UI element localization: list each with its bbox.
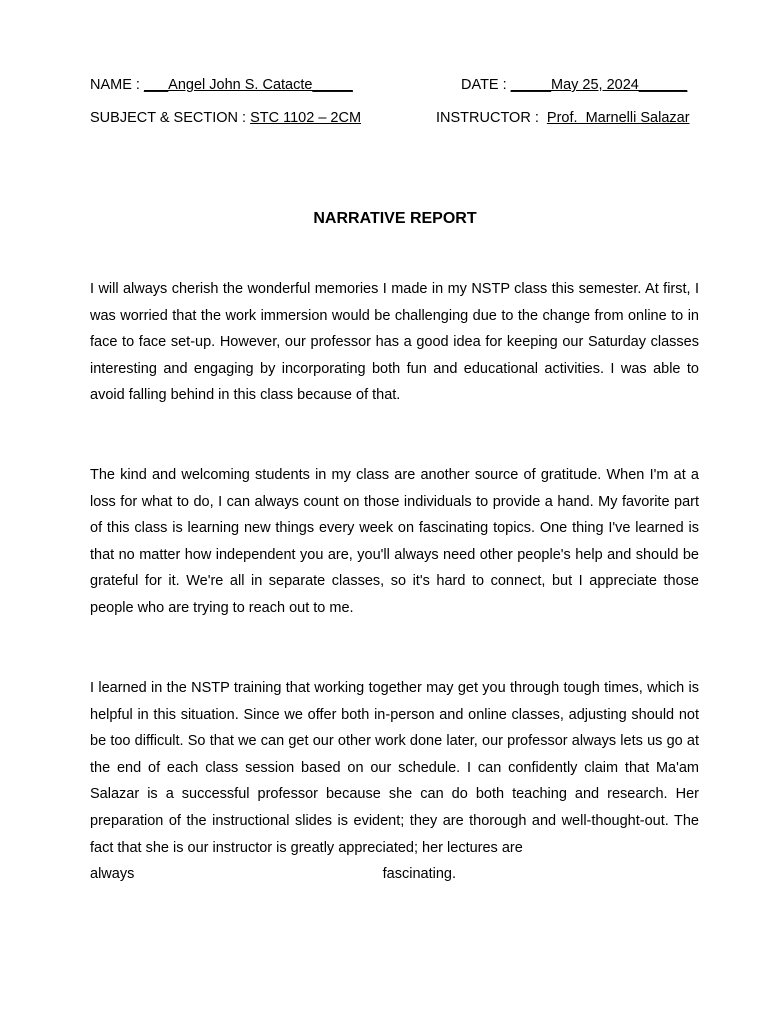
instructor-label: INSTRUCTOR :: [436, 110, 547, 126]
date-field: [461, 76, 687, 94]
name-field: [90, 76, 353, 94]
instructor-field: [436, 109, 690, 127]
name-label: NAME :: [90, 77, 144, 93]
paragraph-2: The kind and welcoming students in my class are another source of gratitude. When I'm at a loss for what to do, I can always count on those individuals to provide a hand. My favorite part of this class is learning new things every week on fascinating topics. One thing I've learned is that no matter how independent you are, you'll always need other people's help and should be grateful for it. We're all in separate classes, so it's hard to connect, but I appreciate those people who are trying to reach out to me.: [90, 467, 699, 616]
subject-value: STC 1102 – 2CM: [250, 110, 362, 126]
subject-section-field: [90, 109, 361, 127]
date-label: DATE :: [461, 77, 511, 93]
paragraph-3: [90, 675, 699, 888]
name-value: ___Angel John S. Catacte_____: [143, 77, 353, 93]
report-title: NARRATIVE REPORT: [313, 210, 477, 227]
paragraph-3-body: I learned in the NSTP training that working together may get you through tough times, which is helpful in this situation. Since we offer both in-person and online classes, adjusting should not be too difficult. So that we can get our other work done later, our professor always lets us go at the end of each class session based on our schedule. I can confidently claim that Ma'am Salazar is a successful professor because she can do both teaching and research. Her preparation of the instructional slides is evident; they are thorough and well-thought-out. The fact that she is our instructor is greatly appreciated; her lectures are: [90, 680, 699, 856]
paragraph-3-last-line: always fascinating.: [90, 866, 456, 883]
date-value: _____May 25, 2024______: [510, 77, 688, 93]
paragraph-1: I will always cherish the wonderful memories I made in my NSTP class this semester. At first, I was worried that the work immersion would be challenging due to the change from online to in face to face set-up. However, our professor has a good idea for keeping our Saturday classes interesting and engaging by incorporating both fun and educational activities. I was able to avoid falling behind in this class because of that.: [90, 281, 699, 404]
subject-label: SUBJECT & SECTION :: [90, 110, 251, 126]
instructor-value: Prof. Marnelli Salazar: [546, 110, 690, 126]
